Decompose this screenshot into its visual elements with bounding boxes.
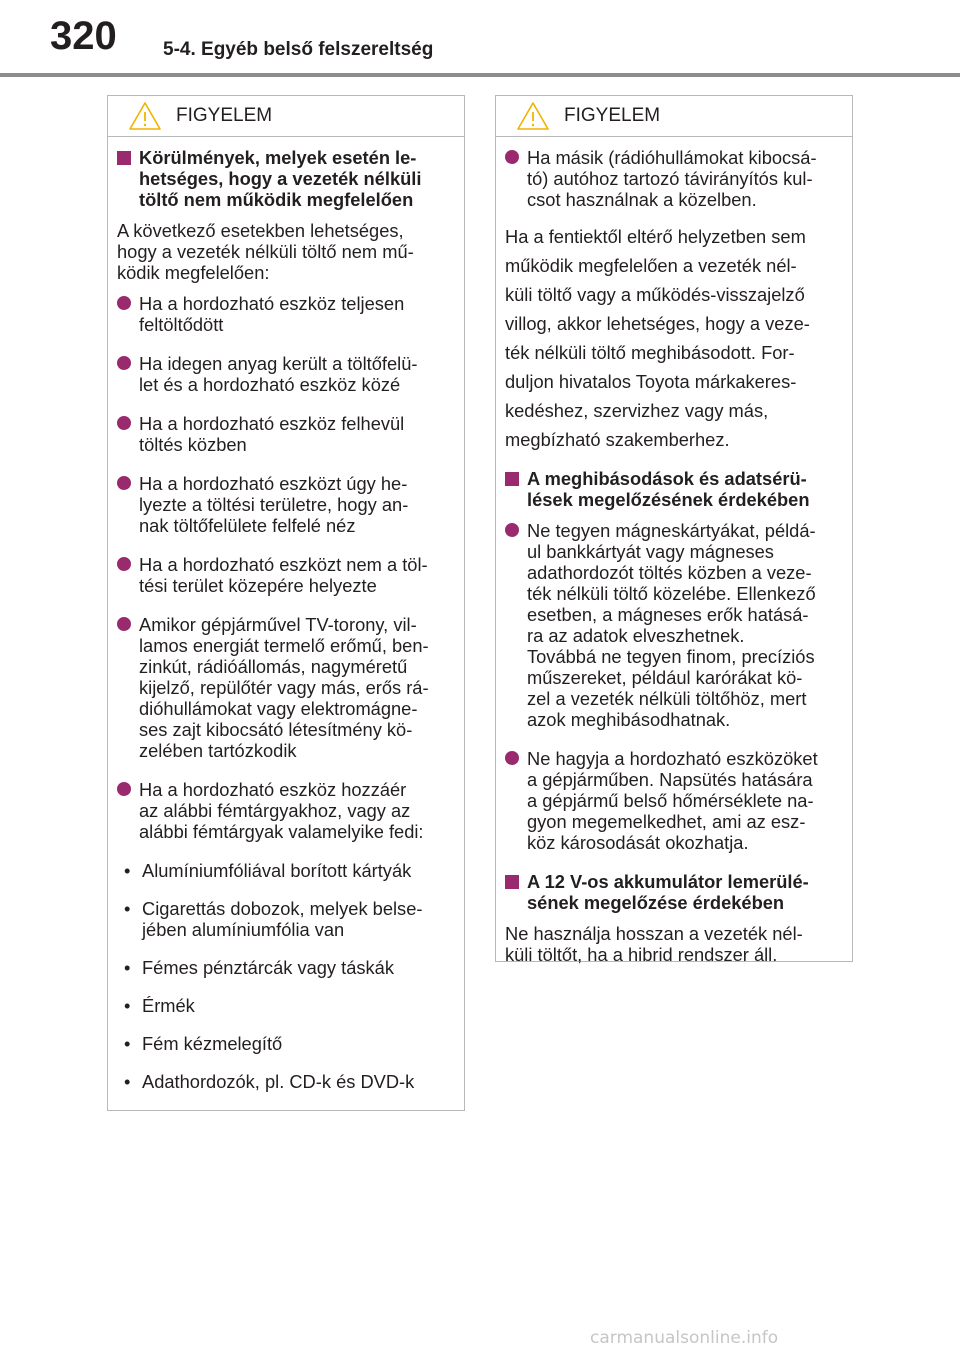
- list-item: Ne tegyen mágneskártyákat, példá- ul bankkártyát vagy mágneses adathordozót töltés közben a veze- ték nélküli töltő közelébe. Ellenkező esetben, a mágneses erők hatásá- ra az adatok elveszhetnek. Továbbá ne tegyen finom, precíziós műszereket, például karórákat kö- zel a vezeték nélküli töltőhöz, mert azok meghibásodhatnak.: [505, 520, 844, 730]
- warning-triangle-icon: [128, 101, 162, 131]
- intro-paragraph: A következő esetekben lehetséges, hogy a vezeték nélküli töltő nem mű- ködik megfelelően:: [117, 220, 414, 283]
- list-item: Amikor gépjárművel TV-torony, vil- lamos energiát termelő erőmű, ben- zinkút, rádióállomás, nagyméretű kijelző, repülőtér vagy más, erős rá- dióhullámokat vagy elektromágne- ses zajt kibocsátó létesítmény kö- zelében tartózkodik: [117, 614, 456, 761]
- section-heading: [117, 147, 456, 210]
- circle-bullet-icon: [505, 150, 519, 164]
- page-header: [0, 0, 960, 80]
- dot-marker: •: [124, 1071, 131, 1092]
- circle-bullet-icon: [117, 476, 131, 490]
- header-rule: [0, 73, 960, 77]
- page-number: 320: [50, 14, 117, 58]
- list-item: Ha a hordozható eszköz hozzáér az alábbi fémtárgyakhoz, vagy az alábbi fémtárgyak valamelyike fedi:: [117, 779, 456, 842]
- heading-text: Körülmények, melyek esetén le- hetséges, hogy a vezeték nélküli töltő nem működik megfelelően: [139, 147, 422, 210]
- warning-box-header: [108, 96, 464, 137]
- dot-marker: •: [124, 860, 131, 881]
- heading-text: A 12 V-os akkumulátor lemerülé- sének megelőzése érdekében: [527, 871, 809, 913]
- sub-list-item: • Alumíniumfóliával borított kártyák: [124, 860, 412, 881]
- circle-bullet-icon: [117, 782, 131, 796]
- list-item: Ha másik (rádióhullámokat kibocsá- tó) autóhoz tartozó távirányítós kul- csot használnak a közelben.: [505, 147, 844, 210]
- sub-list-item: • Fém kézmelegítő: [124, 1033, 283, 1054]
- dot-marker: •: [124, 898, 131, 919]
- list-item: Ha idegen anyag került a töltőfelü- let és a hordozható eszköz közé: [117, 353, 456, 395]
- circle-bullet-icon: [505, 751, 519, 765]
- sub-list-item: • Cigarettás dobozok, melyek belse- jében alumíniumfólia van: [124, 898, 423, 940]
- watermark: carmanualsonline.info: [590, 1328, 779, 1348]
- paragraph: Ha a fentiektől eltérő helyzetben sem működik megfelelően a vezeték nél- küli töltő vagy a működés-visszajelző villog, akkor lehetséges, hogy a veze- ték nélküli töltő meghibásodott. For- duljon hivatalos Toyota márkakeres- kedéshez, szervizhez vagy más, megbízható szakemberhez.: [505, 226, 810, 450]
- section-title: 5-4. Egyéb belső felszereltség: [163, 39, 434, 60]
- sub-list-item: • Fémes pénztárcák vagy táskák: [124, 957, 394, 978]
- list-item: Ha a hordozható eszköz teljesen feltöltődött: [117, 293, 456, 335]
- circle-bullet-icon: [117, 557, 131, 571]
- warning-box-title: FIGYELEM: [564, 105, 661, 126]
- warning-box-title: FIGYELEM: [176, 105, 273, 126]
- circle-bullet-icon: [117, 416, 131, 430]
- list-item: Ha a hordozható eszközt úgy he- lyezte a töltési területre, hogy an- nak töltőfelülete felfelé néz: [117, 473, 456, 536]
- dot-marker: •: [124, 1033, 131, 1054]
- paragraph: Ne használja hosszan a vezeték nél- küli töltőt, ha a hibrid rendszer áll.: [505, 923, 803, 965]
- square-bullet-icon: [505, 472, 519, 486]
- square-bullet-icon: [117, 151, 131, 165]
- warning-box-header: [496, 96, 852, 137]
- list-item: Ha a hordozható eszköz felhevül töltés közben: [117, 413, 456, 455]
- list-item: Ha a hordozható eszközt nem a töl- tési terület közepére helyezte: [117, 554, 456, 596]
- sub-list-item: • Adathordozók, pl. CD-k és DVD-k: [124, 1071, 415, 1092]
- warning-triangle-icon: [516, 101, 550, 131]
- circle-bullet-icon: [505, 523, 519, 537]
- section-heading: [505, 871, 844, 913]
- dot-marker: •: [124, 995, 131, 1016]
- warning-box-body: [496, 137, 852, 965]
- section-heading: [505, 468, 844, 510]
- warning-box-body: [108, 137, 464, 1092]
- sub-list-item: • Érmék: [124, 995, 195, 1016]
- warning-box-left: [107, 95, 465, 1111]
- heading-text: A meghibásodások és adatsérü- lések megelőzésének érdekében: [527, 468, 810, 510]
- circle-bullet-icon: [117, 356, 131, 370]
- dot-marker: •: [124, 957, 131, 978]
- square-bullet-icon: [505, 875, 519, 889]
- circle-bullet-icon: [117, 617, 131, 631]
- list-item: Ne hagyja a hordozható eszközöket a gépjárműben. Napsütés hatására a gépjármű belső hőmérséklete na- gyon megemelkedhet, ami az esz- köz károsodását okozhatja.: [505, 748, 844, 853]
- circle-bullet-icon: [117, 296, 131, 310]
- warning-box-right: [495, 95, 853, 965]
